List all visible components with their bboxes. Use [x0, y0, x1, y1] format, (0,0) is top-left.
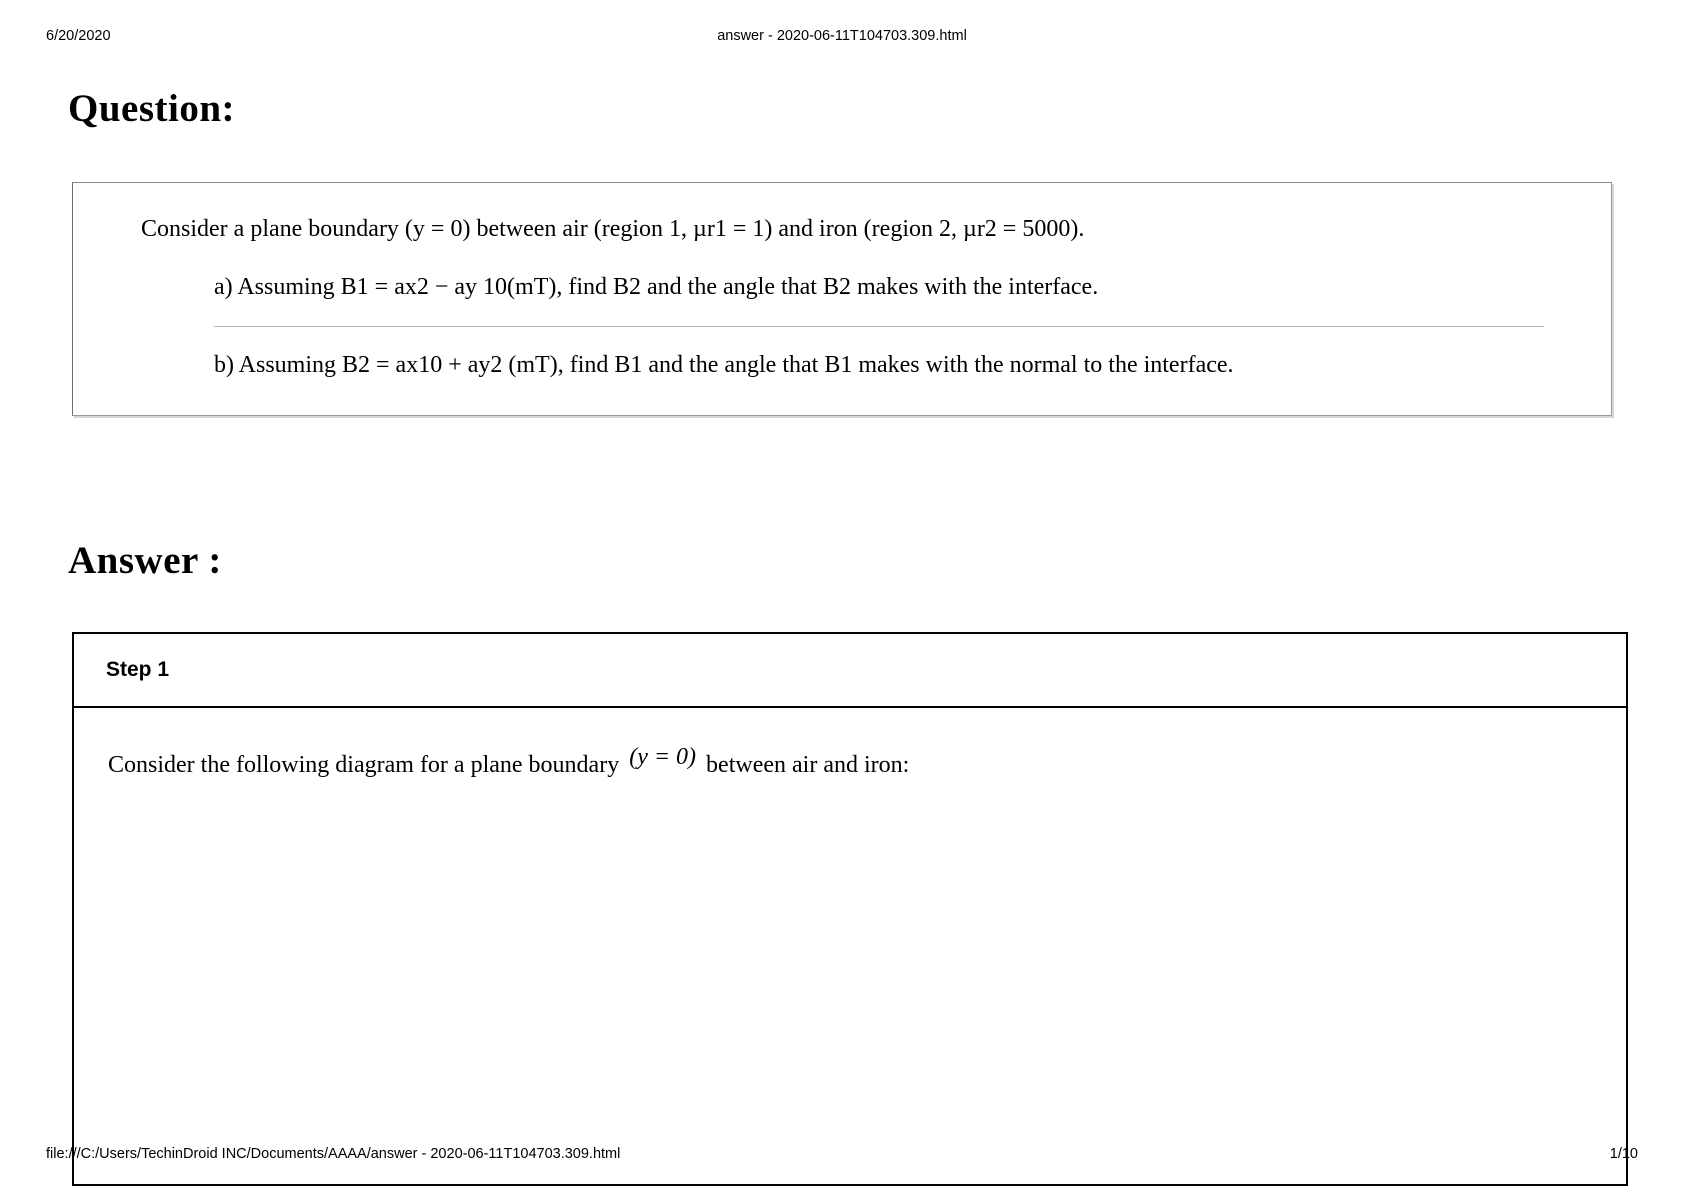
answer-body-text-pre: Consider the following diagram for a plane boundary — [108, 752, 626, 778]
question-divider — [214, 326, 1544, 327]
print-footer — [0, 1146, 1684, 1166]
question-heading: Question: — [68, 87, 236, 130]
step-header — [74, 634, 1626, 708]
print-header — [0, 28, 1684, 48]
answer-body-line — [108, 744, 1592, 781]
print-page-number: 1/10 — [1609, 1146, 1638, 1162]
step-body — [74, 708, 1626, 1184]
print-doc-title: answer - 2020-06-11T104703.309.html — [717, 28, 967, 44]
answer-heading: Answer : — [68, 539, 222, 582]
question-box — [72, 182, 1612, 416]
step-label: Step 1 — [106, 658, 170, 681]
print-date: 6/20/2020 — [46, 28, 111, 44]
question-part-a-text: a) Assuming B1 = ax2 − ay 10(mT), find B2 and the angle that B2 makes with the interface. — [214, 274, 1099, 301]
answer-body-text-post: between air and iron: — [700, 752, 910, 778]
question-part-b-text: b) Assuming B2 = ax10 + ay2 (mT), find B1 and the angle that B1 makes with the normal to the interface. — [214, 351, 1234, 378]
answer-box — [72, 632, 1628, 1186]
question-intro-text: Consider a plane boundary (y = 0) between air (region 1, µr1 = 1) and iron (region 2, µr2 = 5000). — [141, 216, 1085, 242]
print-file-path: file:///C:/Users/TechinDroid INC/Documents/AAAA/answer - 2020-06-11T104703.309.html — [46, 1146, 621, 1162]
inline-math-expression: (y = 0) — [629, 744, 697, 770]
